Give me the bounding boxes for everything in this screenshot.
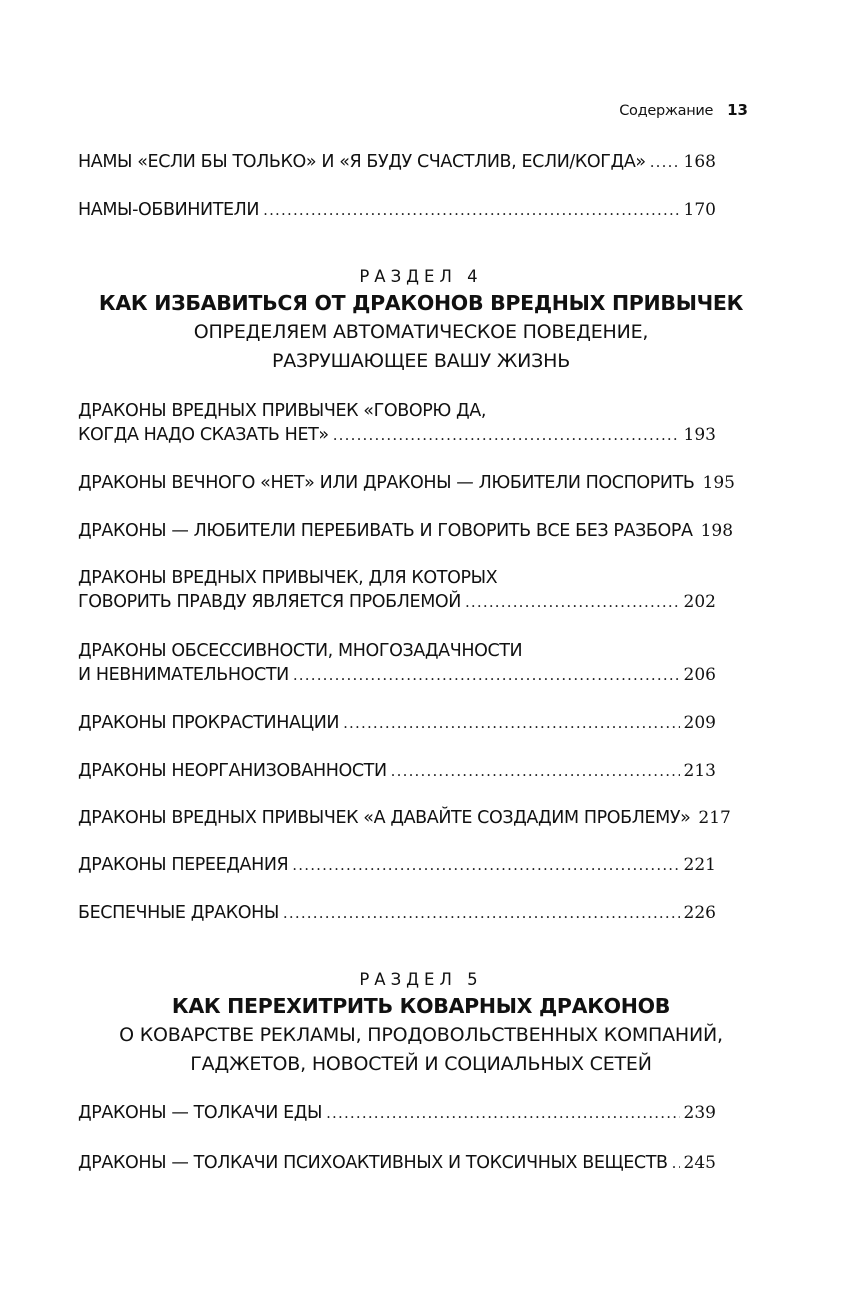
toc-entry-title: И НЕВНИМАТЕЛЬНОСТИ [78,665,289,685]
toc-entry-title: ДРАКОНЫ ПРОКРАСТИНАЦИИ [78,713,340,733]
toc-entry[interactable] [78,759,716,783]
leader-dots [465,590,680,614]
toc-entry-page: 245 [683,1153,716,1173]
section-label: РАЗДЕЛ 5 [359,970,483,989]
toc-entry-page: 198 [700,521,734,541]
section-label: РАЗДЕЛ 4 [359,267,483,286]
toc-entry-page: 202 [683,592,716,612]
toc-entry[interactable] [78,711,716,735]
toc-entry-title: НАМЫ «ЕСЛИ БЫ ТОЛЬКО» И «Я БУДУ СЧАСТЛИВ, ЕСЛИ/КОГДА» [78,152,646,172]
toc-entry-page: 193 [683,425,716,445]
toc-entry-page: 195 [702,473,735,493]
toc-entry-page: 170 [683,200,716,220]
toc-entry-title-line1: ДРАКОНЫ ВРЕДНЫХ ПРИВЫЧЕК, ДЛЯ КОТОРЫХ [78,568,498,588]
toc-entry[interactable] [78,1101,716,1125]
toc-entry[interactable] [78,471,735,495]
page-number: 13 [727,101,748,119]
toc-entry-title: ДРАКОНЫ — ТОЛКАЧИ ЕДЫ [78,1103,323,1123]
leader-dots [343,711,679,735]
toc-entry-title: КОГДА НАДО СКАЗАТЬ НЕТ» [78,425,329,445]
toc-entry-title: ДРАКОНЫ — ЛЮБИТЕЛИ ПЕРЕБИВАТЬ И ГОВОРИТЬ ВСЕ БЕЗ РАЗБОРА [78,521,693,541]
toc-entry[interactable] [78,806,731,830]
leader-dots [283,901,680,925]
toc-entry-title-line1: ДРАКОНЫ ВРЕДНЫХ ПРИВЫЧЕК «ГОВОРЮ ДА, [78,401,487,421]
section-4-header [78,266,764,376]
section-subtitle-line: ОПРЕДЕЛЯЕМ АВТОМАТИЧЕСКОЕ ПОВЕДЕНИЕ, [193,321,649,343]
leader-dots [263,198,679,222]
toc-entry-title: ДРАКОНЫ ВЕЧНОГО «НЕТ» ИЛИ ДРАКОНЫ — ЛЮБИТЕЛИ ПОСПОРИТЬ [78,473,695,493]
toc-entry-page: 209 [683,713,716,733]
section-title: КАК ПЕРЕХИТРИТЬ КОВАРНЫХ ДРАКОНОВ [171,994,671,1018]
section-subtitle-line: ГАДЖЕТОВ, НОВОСТЕЙ И СОЦИАЛЬНЫХ СЕТЕЙ [190,1053,652,1075]
leader-dots [292,853,679,877]
toc-entry-page: 226 [683,903,716,923]
leader-dots [391,759,680,783]
toc-entry[interactable] [78,566,716,614]
leader-dots [293,663,680,687]
toc-entry-title-line1: ДРАКОНЫ ОБСЕССИВНОСТИ, МНОГОЗАДАЧНОСТИ [78,641,523,661]
toc-entry[interactable] [78,853,716,877]
leader-dots [650,150,680,174]
toc-entry-page: 221 [683,855,716,875]
toc-entry[interactable] [78,639,716,687]
section-subtitle-line: О КОВАРСТВЕ РЕКЛАМЫ, ПРОДОВОЛЬСТВЕННЫХ КОМПАНИЙ, [119,1024,723,1046]
running-head-title: Содержание [619,103,714,119]
toc-entry[interactable] [78,1151,716,1175]
toc-entry[interactable] [78,198,716,222]
toc-entry-title: ДРАКОНЫ НЕОРГАНИЗОВАННОСТИ [78,761,387,781]
toc-entry-title: БЕСПЕЧНЫЕ ДРАКОНЫ [78,903,279,923]
toc-entry-page: 206 [683,665,716,685]
toc-entry[interactable] [78,150,716,174]
toc-entry-title: НАМЫ-ОБВИНИТЕЛИ [78,200,260,220]
toc-entry-title: ДРАКОНЫ ВРЕДНЫХ ПРИВЫЧЕК «А ДАВАЙТЕ СОЗДАДИМ ПРОБЛЕМУ» [78,808,691,828]
toc-entry-title: ДРАКОНЫ — ТОЛКАЧИ ПСИХОАКТИВНЫХ И ТОКСИЧНЫХ ВЕЩЕСТВ [78,1153,668,1173]
toc-entry[interactable] [78,399,716,447]
section-title: КАК ИЗБАВИТЬСЯ ОТ ДРАКОНОВ ВРЕДНЫХ ПРИВЫЧЕК [98,291,744,315]
section-subtitle-line: РАЗРУШАЮЩЕЕ ВАШУ ЖИЗНЬ [271,350,571,372]
leader-dots [326,1101,679,1125]
toc-entry[interactable] [78,519,734,543]
toc-entry-page: 239 [683,1103,716,1123]
running-head [619,101,748,119]
leader-dots [672,1151,680,1175]
toc-entry-title: ГОВОРИТЬ ПРАВДУ ЯВЛЯЕТСЯ ПРОБЛЕМОЙ [78,592,461,612]
section-5-header [78,969,764,1079]
toc-entry-page: 217 [698,808,731,828]
toc-entry-page: 168 [683,152,716,172]
toc-entry-page: 213 [683,761,716,781]
toc-entry-title: ДРАКОНЫ ПЕРЕЕДАНИЯ [78,855,289,875]
toc-entry[interactable] [78,901,716,925]
leader-dots [333,423,680,447]
